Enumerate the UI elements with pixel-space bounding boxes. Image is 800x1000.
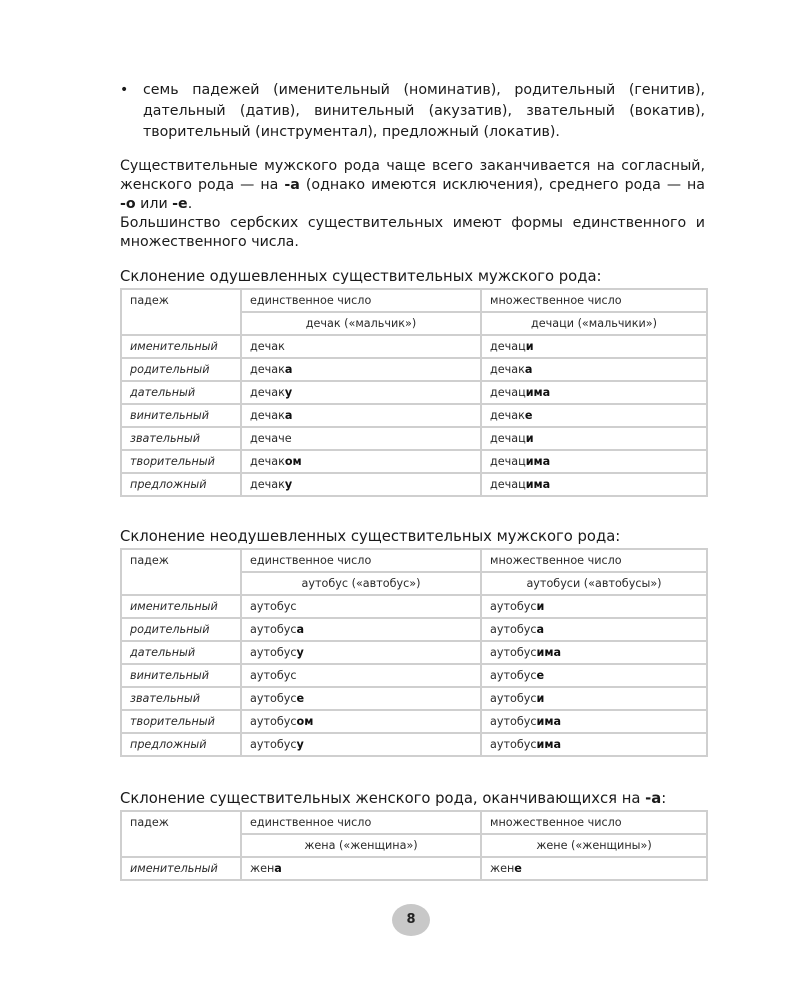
case-name: дательный xyxy=(121,641,241,664)
plural-form: дечаке xyxy=(481,404,707,427)
case-name: винительный xyxy=(121,404,241,427)
table-header-row xyxy=(121,549,707,572)
text-run: . xyxy=(187,196,193,212)
table-caption-animate-masculine: Склонение одушевленных существительных мужского рода: xyxy=(120,268,602,285)
table-row xyxy=(121,857,707,880)
header-singular: единственное число xyxy=(241,549,481,572)
singular-form: аутобусом xyxy=(241,710,481,733)
plural-form: дечацима xyxy=(481,381,707,404)
gender-endings-paragraph xyxy=(120,157,705,214)
plural-form: жене xyxy=(481,857,707,880)
ending-e: -е xyxy=(172,196,188,212)
bullet-list-item xyxy=(120,80,705,143)
declension-table-inanimate-masculine xyxy=(120,548,708,757)
case-name: именительный xyxy=(121,595,241,618)
case-name: звательный xyxy=(121,687,241,710)
header-plural: множественное число xyxy=(481,811,707,834)
text-run: Существительные мужского рода чаще всего заканчивается на согласный, женского рода — на xyxy=(120,158,705,193)
singular-form: дечаку xyxy=(241,381,481,404)
header-plural-word: аутобуси («автобусы») xyxy=(481,572,707,595)
case-name: именительный xyxy=(121,857,241,880)
singular-form: аутобусе xyxy=(241,687,481,710)
table-row xyxy=(121,404,707,427)
case-name: предложный xyxy=(121,473,241,496)
plural-form: аутобуси xyxy=(481,595,707,618)
case-name: творительный xyxy=(121,450,241,473)
header-plural: множественное число xyxy=(481,549,707,572)
singular-form: дечаче xyxy=(241,427,481,450)
header-case: падеж xyxy=(121,549,241,595)
table-row xyxy=(121,335,707,358)
singular-form: аутобусу xyxy=(241,733,481,756)
page-number-badge: 8 xyxy=(392,904,430,936)
table-header-row xyxy=(121,811,707,834)
header-singular-word: жена («женщина») xyxy=(241,834,481,857)
plural-form: аутобусима xyxy=(481,641,707,664)
singular-form: аутобус xyxy=(241,664,481,687)
plural-form: аутобусима xyxy=(481,733,707,756)
singular-form: жена xyxy=(241,857,481,880)
plural-form: аутобусе xyxy=(481,664,707,687)
plural-form: дечацима xyxy=(481,473,707,496)
case-name: родительный xyxy=(121,358,241,381)
singular-form: дечака xyxy=(241,358,481,381)
plural-form: аутобуси xyxy=(481,687,707,710)
case-name: предложный xyxy=(121,733,241,756)
bullet-text: семь падежей (именительный (номинатив), родительный (генитив), дательный (датив), винительный (акузатив), звательный (вокатив), творительный (инструментал), предложный (локатив). xyxy=(143,82,705,140)
table-row xyxy=(121,641,707,664)
table-caption-feminine-a xyxy=(120,790,666,808)
singular-form: дечак xyxy=(241,335,481,358)
header-singular-word: аутобус («автобус») xyxy=(241,572,481,595)
text-run: или xyxy=(135,196,173,212)
table-row xyxy=(121,450,707,473)
ending-a: -а xyxy=(284,177,300,193)
plural-form: аутобусима xyxy=(481,710,707,733)
header-plural-word: жене («женщины») xyxy=(481,834,707,857)
case-name: творительный xyxy=(121,710,241,733)
number-forms-paragraph: Большинство сербских существительных имеют формы единственного и множественного числа. xyxy=(120,215,705,250)
singular-form: дечаком xyxy=(241,450,481,473)
header-case: падеж xyxy=(121,289,241,335)
table-row xyxy=(121,710,707,733)
header-plural-word: дечаци («мальчики») xyxy=(481,312,707,335)
table-row xyxy=(121,473,707,496)
table-row xyxy=(121,687,707,710)
plural-form: дечаци xyxy=(481,335,707,358)
header-singular: единственное число xyxy=(241,811,481,834)
table-caption-inanimate-masculine: Склонение неодушевленных существительных мужского рода: xyxy=(120,528,621,545)
declension-table-animate-masculine xyxy=(120,288,708,497)
header-singular-word: дечак («мальчик») xyxy=(241,312,481,335)
header-case: падеж xyxy=(121,811,241,857)
singular-form: аутобус xyxy=(241,595,481,618)
header-plural: множественное число xyxy=(481,289,707,312)
case-name: родительный xyxy=(121,618,241,641)
table-row xyxy=(121,358,707,381)
plural-form: дечака xyxy=(481,358,707,381)
table-row xyxy=(121,595,707,618)
singular-form: аутобусу xyxy=(241,641,481,664)
table-row xyxy=(121,664,707,687)
singular-form: аутобуса xyxy=(241,618,481,641)
ending-o: -о xyxy=(120,196,136,212)
singular-form: дечака xyxy=(241,404,481,427)
table-row xyxy=(121,427,707,450)
plural-form: аутобуса xyxy=(481,618,707,641)
case-name: именительный xyxy=(121,335,241,358)
header-singular: единственное число xyxy=(241,289,481,312)
case-name: дательный xyxy=(121,381,241,404)
caption-ending: -а xyxy=(645,790,662,807)
table-row xyxy=(121,733,707,756)
case-name: звательный xyxy=(121,427,241,450)
plural-form: дечаци xyxy=(481,427,707,450)
declension-table-feminine-a xyxy=(120,810,708,881)
singular-form: дечаку xyxy=(241,473,481,496)
plural-form: дечацима xyxy=(481,450,707,473)
caption-text: Склонение существительных женского рода, оканчивающихся на xyxy=(120,790,646,807)
bullet-icon: • xyxy=(120,82,129,98)
table-row xyxy=(121,381,707,404)
text-run: (однако имеются исключения), среднего рода — на xyxy=(299,177,705,193)
caption-colon: : xyxy=(661,790,667,807)
table-header-row xyxy=(121,289,707,312)
table-row xyxy=(121,618,707,641)
case-name: винительный xyxy=(121,664,241,687)
